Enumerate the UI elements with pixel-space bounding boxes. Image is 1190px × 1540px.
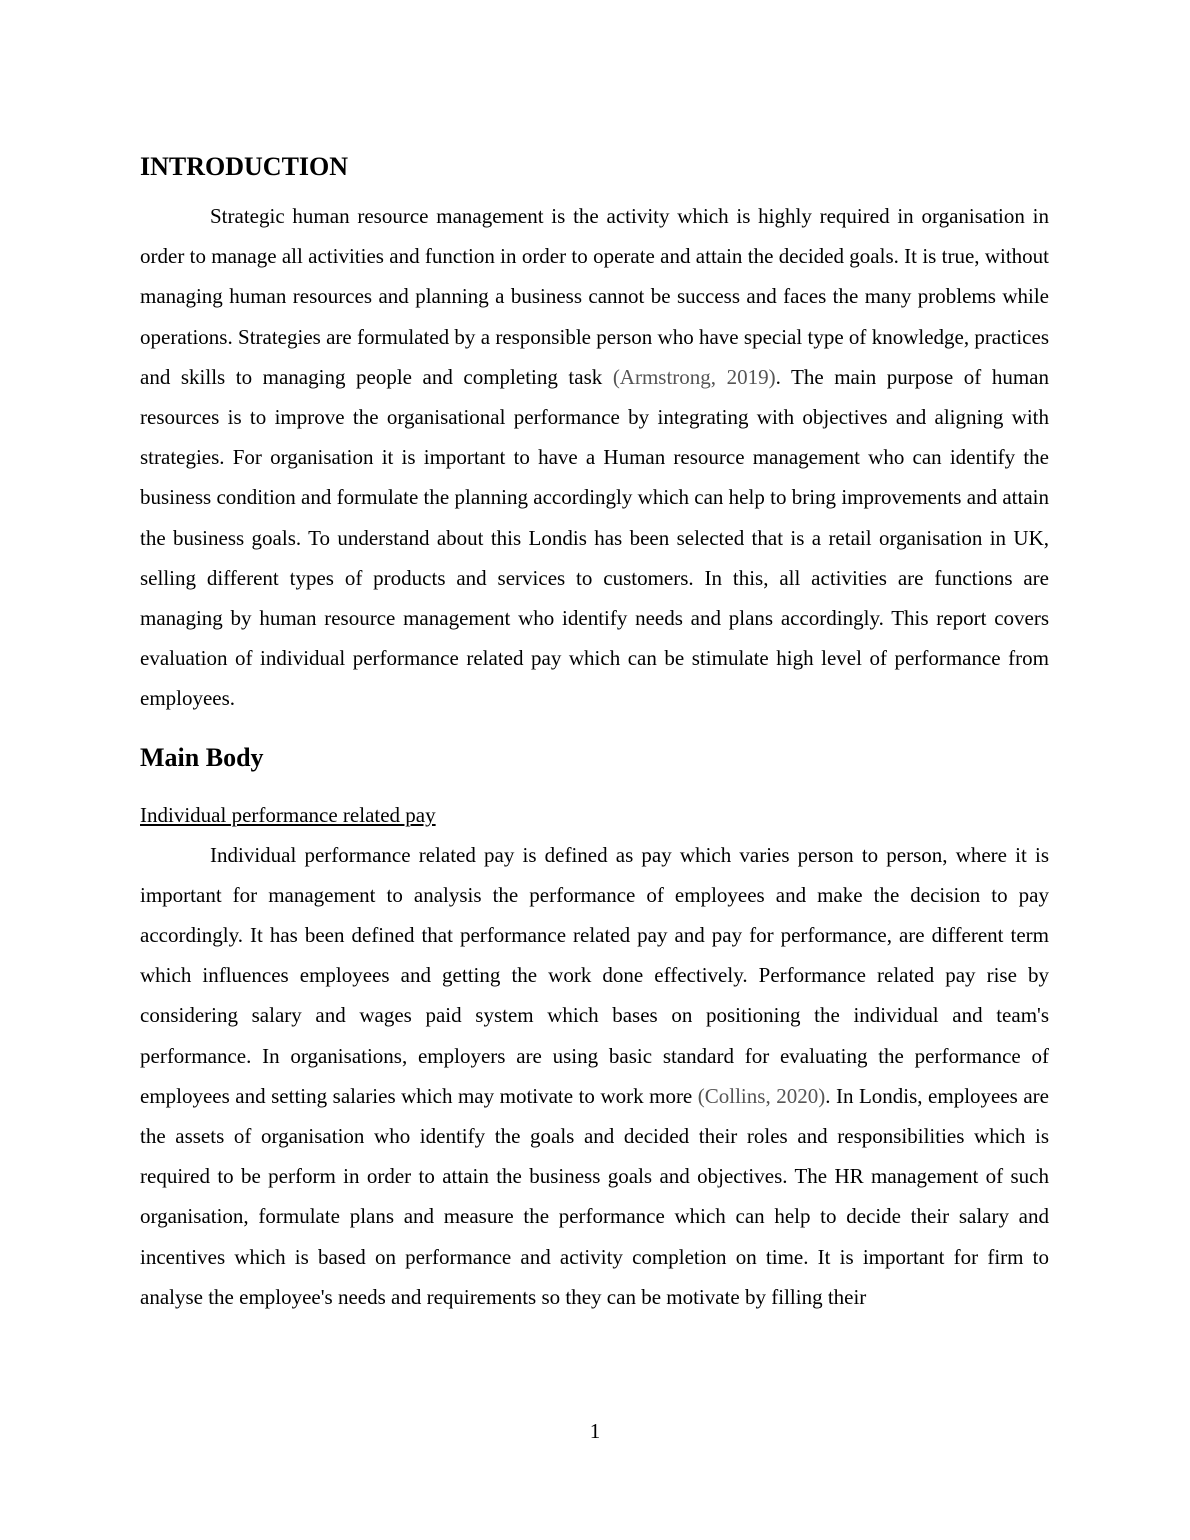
introduction-heading: INTRODUCTION (140, 152, 349, 181)
citation-armstrong: (Armstrong, 2019) (612, 364, 776, 389)
main-body-paragraph (140, 835, 1049, 1317)
individual-performance-subheading: Individual performance related pay (140, 802, 436, 827)
introduction-text-part-2: . The main purpose of human resources is to improve the organisational performance by integrating with objectives and aligning with strategies. For organisation it is important to have a Human resource management who can identify the business condition and formulate the planning accordingly which can help to bring improvements and attain the business goals. To understand about this Londis has been selected that is a retail organisation in UK, selling different types of products and services to customers. In this, all activities are functions are managing by human resource management who identify needs and plans accordingly. This report covers evaluation of individual performance related pay which can be stimulate high level of performance from employees. (140, 364, 1049, 711)
introduction-paragraph (140, 196, 1049, 719)
page-number: 1 (589, 1419, 601, 1443)
citation-collins: (Collins, 2020) (697, 1083, 826, 1108)
main-body-heading: Main Body (140, 742, 264, 772)
introduction-text-part-1: Strategic human resource management is the activity which is highly required in organisation in order to manage all activities and function in order to operate and attain the decided goals. It is true, without managing human resources and planning a business cannot be success and faces the many problems while operations. Strategies are formulated by a responsible person who have special type of knowledge, practices and skills to managing people and completing task (140, 204, 1049, 389)
document-page (140, 150, 1049, 1317)
main-body-text-part-2: . In Londis, employees are the assets of organisation who identify the goals and decided their roles and responsibilities which is required to be perform in order to attain the business goals and objectives. The HR management of such organisation, formulate plans and measure the performance which can help to decide their salary and incentives which is based on performance and activity completion on time. It is important for firm to analyse the employee's needs and requirements so they can be motivate by filling their (140, 1083, 1049, 1309)
main-body-text-part-1: Individual performance related pay is defined as pay which varies person to person, where it is important for management to analysis the performance of employees and make the decision to pay accordingly. It has been defined that performance related pay and pay for performance, are different term which influences employees and getting the work done effectively. Performance related pay rise by considering salary and wages paid system which bases on positioning the individual and team's performance. In organisations, employers are using basic standard for evaluating the performance of employees and setting salaries which may motivate to work more (140, 842, 1049, 1108)
